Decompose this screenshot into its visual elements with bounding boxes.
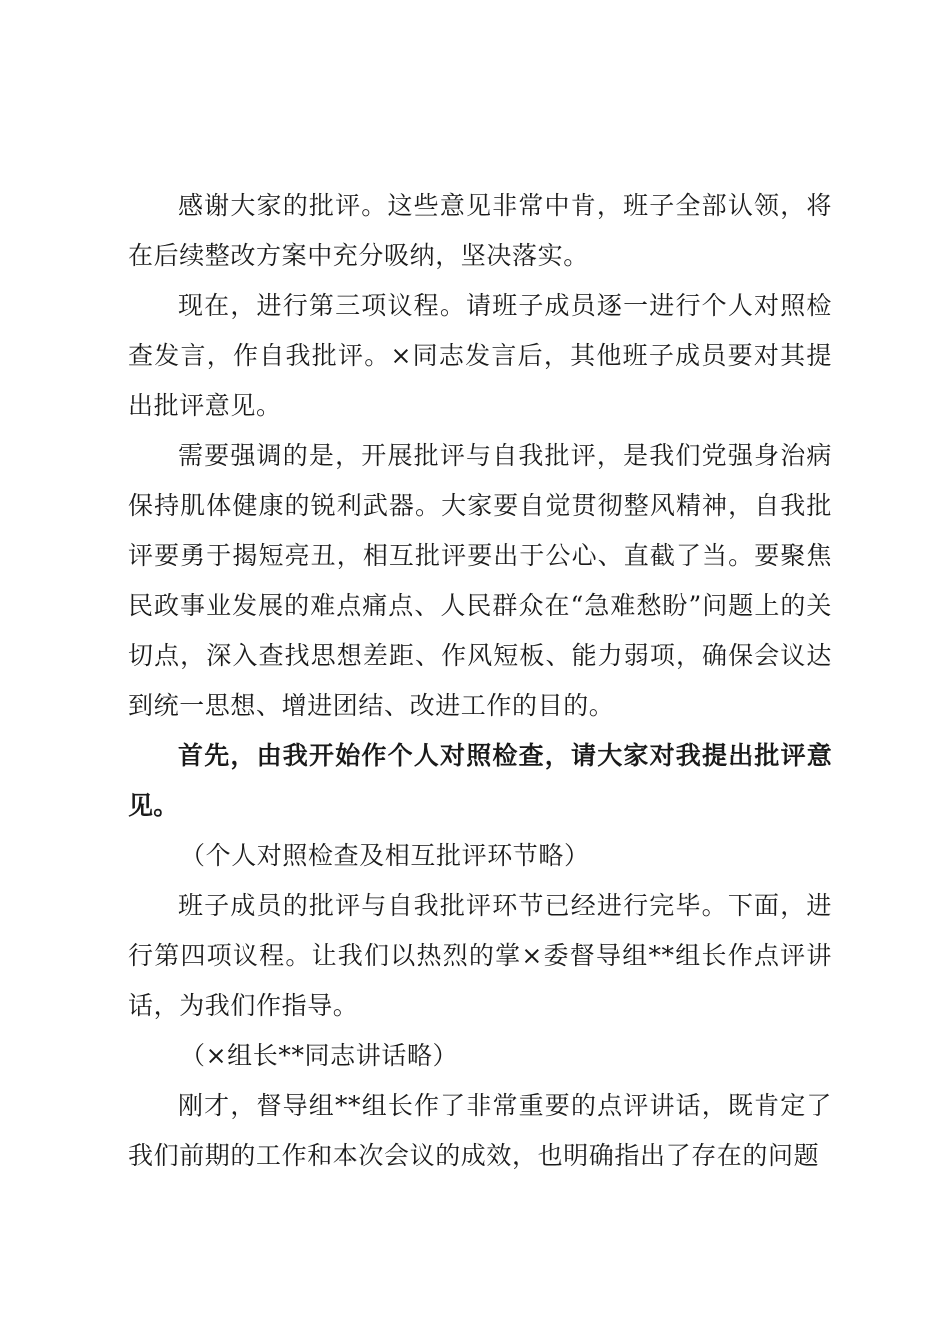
paragraph-thanks: 感谢大家的批评。这些意见非常中肯，班子全部认领，将在后续整改方案中充分吸纳，坚决落实。 [128, 191, 832, 270]
paragraph-summary: 刚才，督导组**组长作了非常重要的点评讲话，既肯定了我们前期的工作和本次会议的成效，也明确指出了存在的问题 [128, 1091, 832, 1170]
paragraph-omitted-note-2: （×组长**同志讲话略） [180, 1041, 459, 1070]
document-body [128, 181, 832, 1181]
paragraph-self-check-bold: 首先，由我开始作个人对照检查，请大家对我提出批评意见。 [128, 741, 832, 820]
paragraph-agenda-three: 现在，进行第三项议程。请班子成员逐一进行个人对照检查发言，作自我批评。×同志发言后，其他班子成员要对其提出批评意见。 [128, 291, 832, 420]
paragraph-agenda-four: 班子成员的批评与自我批评环节已经进行完毕。下面，进行第四项议程。让我们以热烈的掌×委督导组**组长作点评讲话，为我们作指导。 [128, 891, 832, 1020]
paragraph-omitted-note-1: （个人对照检查及相互批评环节略） [180, 841, 590, 870]
paragraph-emphasis: 需要强调的是，开展批评与自我批评，是我们党强身治病保持肌体健康的锐利武器。大家要自觉贯彻整风精神，自我批评要勇于揭短亮丑，相互批评要出于公心、直截了当。要聚焦民政事业发展的难点痛点、人民群众在“急难愁盼”问题上的关切点，深入查找思想差距、作风短板、能力弱项，确保会议达到统一思想、增进团结、改进工作的目的。 [128, 441, 832, 720]
